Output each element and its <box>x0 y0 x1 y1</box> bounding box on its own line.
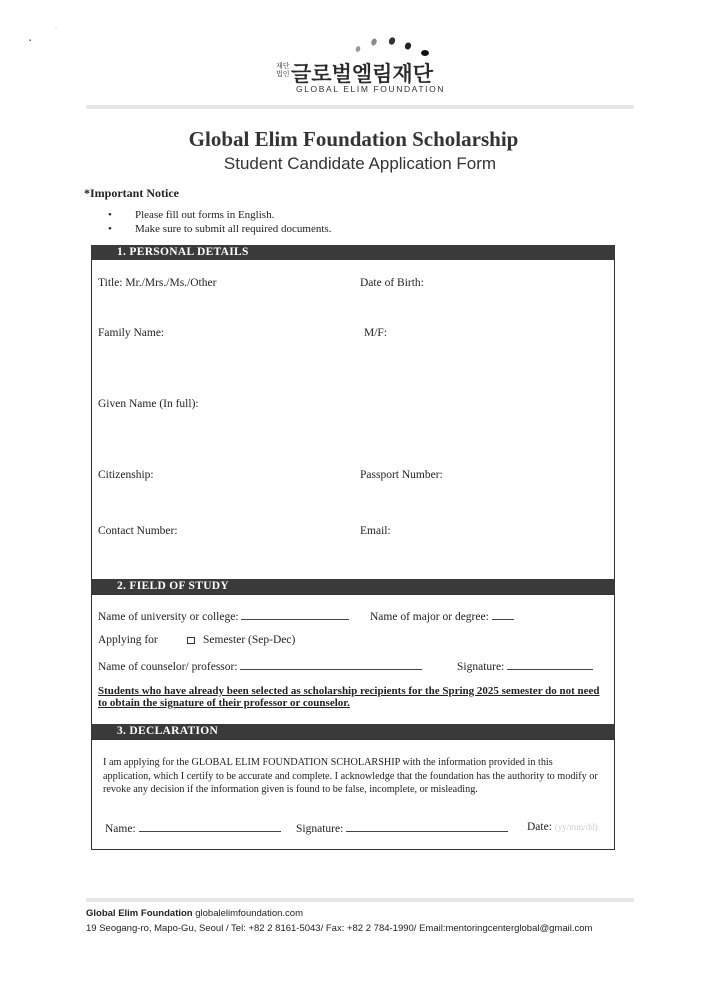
university-field[interactable] <box>98 609 349 623</box>
footer-org-name: Global Elim Foundation <box>86 908 193 919</box>
scan-speck: ▪ <box>29 38 32 44</box>
signature-label: Signature: <box>457 661 505 673</box>
counselor-field[interactable] <box>98 659 422 673</box>
name-input-line[interactable] <box>139 821 281 832</box>
title-field[interactable]: Title: Mr./Mrs./Ms./Other <box>98 277 217 289</box>
declaration-signature-field[interactable] <box>296 821 508 835</box>
passport-number-field[interactable]: Passport Number: <box>360 469 443 481</box>
semester-checkbox[interactable] <box>187 637 195 644</box>
major-field[interactable] <box>370 609 514 623</box>
major-input-line[interactable] <box>492 609 514 620</box>
logo-english-name: GLOBAL ELIM FOUNDATION <box>296 84 446 94</box>
footer <box>86 906 592 936</box>
name-label: Name: <box>105 823 136 835</box>
list-item <box>108 222 331 236</box>
header-divider <box>86 105 634 109</box>
date-label: Date: <box>527 821 552 833</box>
page-title: Global Elim Foundation Scholarship <box>188 127 519 151</box>
section-personal-heading: 1. PERSONAL DETAILS <box>91 245 615 260</box>
signature-input-line[interactable] <box>507 659 593 670</box>
family-name-field[interactable]: Family Name: <box>98 327 165 339</box>
logo-korean-small: 재단 법인 <box>276 62 290 78</box>
email-field[interactable]: Email: <box>360 525 391 537</box>
page-subtitle: Student Candidate Application Form <box>223 154 497 173</box>
date-format-hint: (yy/mm/dd) <box>554 822 598 832</box>
notice-heading: *Important Notice <box>84 186 179 200</box>
university-label: Name of university or college: <box>98 611 239 623</box>
notice-item: Please fill out forms in English. <box>135 209 275 221</box>
signature-input-line[interactable] <box>346 821 508 832</box>
section-divider <box>91 594 615 595</box>
section-declaration-heading: 3. DECLARATION <box>91 724 615 739</box>
foundation-logo-icon <box>352 36 442 60</box>
bullet: • <box>108 223 112 235</box>
notice-list <box>108 208 331 236</box>
semester-option[interactable] <box>187 634 295 646</box>
given-name-field[interactable]: Given Name (In full): <box>98 398 199 410</box>
section-divider <box>91 739 615 740</box>
logo-korean-name: 글로벌엘림재단 <box>291 62 434 86</box>
major-label: Name of major or degree: <box>370 611 489 623</box>
declaration-text: I am applying for the GLOBAL ELIM FOUNDATION SCHOLARSHIP with the information provided in this application, which I certify to be accurate and complete. I acknowledge that the foundation has the authority to modify or revoke any decision if the information given is found to be false, incomplete, or misleading. <box>103 757 598 795</box>
semester-option-label: Semester (Sep-Dec) <box>203 634 296 646</box>
counselor-signature-field[interactable] <box>457 659 593 673</box>
bullet: • <box>108 209 112 221</box>
applying-for-label: Applying for <box>98 634 158 646</box>
contact-number-field[interactable]: Contact Number: <box>98 525 178 537</box>
notice-item: Make sure to submit all required documents. <box>135 223 332 235</box>
list-item <box>108 208 331 222</box>
university-input-line[interactable] <box>241 609 349 620</box>
sex-field[interactable]: M/F: <box>364 327 388 339</box>
citizenship-field[interactable]: Citizenship: <box>98 469 154 481</box>
footer-divider <box>86 898 634 902</box>
signature-label: Signature: <box>296 823 344 835</box>
scan-speck: ˈ <box>55 28 57 34</box>
spring-recipients-note: Students who have already been selected as scholarship recipients for the Spring 2025 semester do not need to obtain the signature of their professor or counselor. <box>98 685 600 709</box>
footer-address: 19 Seogang-ro, Mapo-Gu, Seoul / Tel: +82 2 8161-5043/ Fax: +82 2 784-1990/ Email:mentoringcenterglobal@gmail.com <box>86 923 593 934</box>
footer-website-link[interactable]: globalelimfoundation.com <box>195 908 303 919</box>
date-of-birth-field[interactable]: Date of Birth: <box>360 277 424 289</box>
counselor-label: Name of counselor/ professor: <box>98 661 238 673</box>
section-study-heading: 2. FIELD OF STUDY <box>91 579 615 594</box>
declaration-name-field[interactable] <box>105 821 281 835</box>
counselor-input-line[interactable] <box>240 659 422 670</box>
declaration-date-field[interactable] <box>527 821 598 833</box>
